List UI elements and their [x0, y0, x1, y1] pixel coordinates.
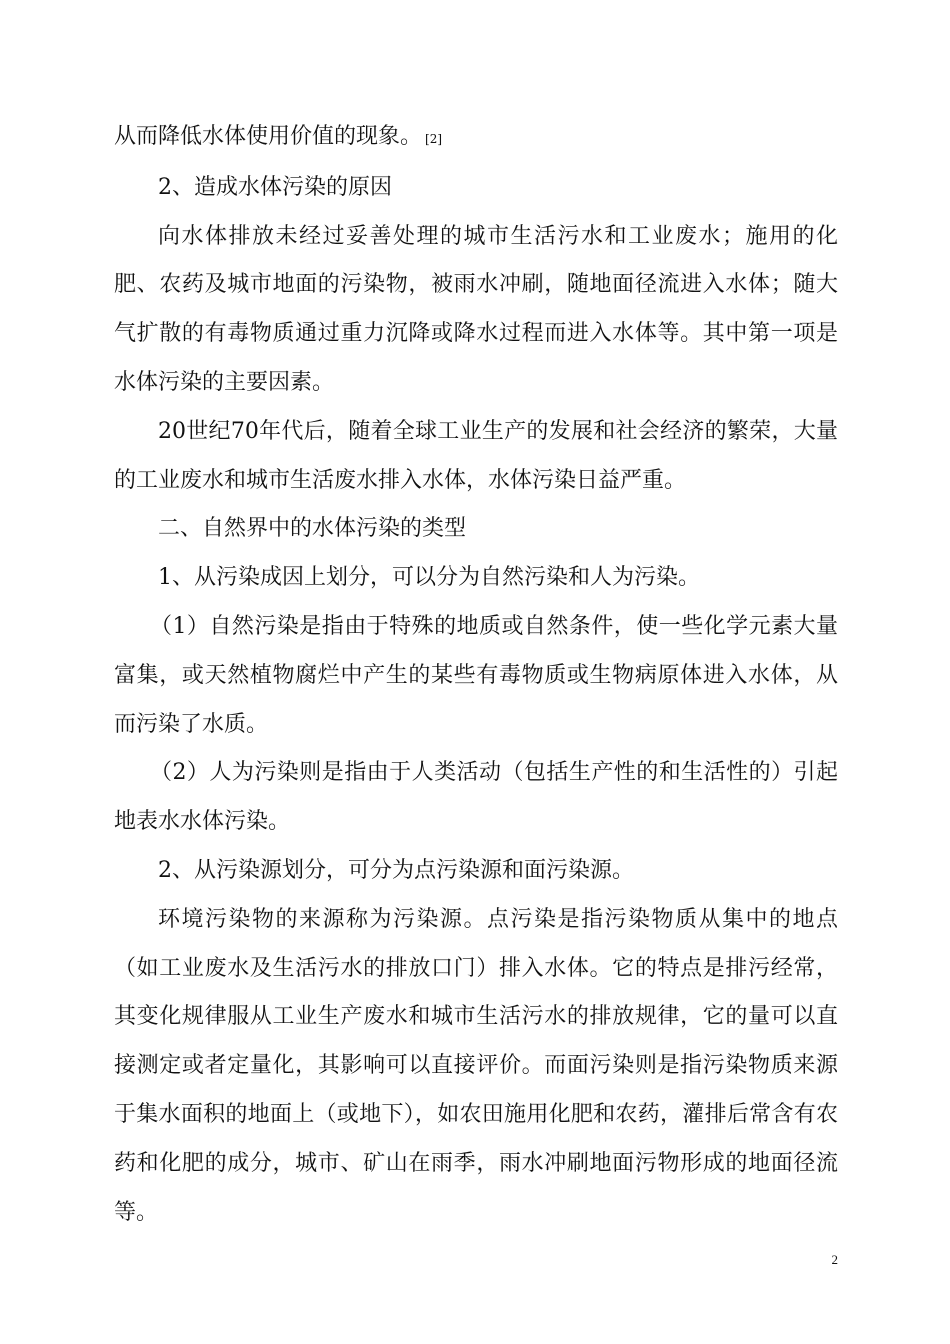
paragraph-4: 20世纪70年代后，随着全球工业生产的发展和社会经济的繁荣，大量的工业废水和城市生活废水排入水体，水体污染日益严重。: [114, 418, 838, 493]
paragraph-natural-pollution: （1）自然污染是指由于特殊的地质或自然条件，使一些化学元素大量富集，或天然植物腐烂中产生的某些有毒物质或生物病原体进入水体，从而污染了水质。: [114, 613, 838, 737]
paragraph-human-pollution: （2）人为污染则是指由于人类活动（包括生产性的和生活性的）引起地表水水体污染。: [114, 760, 838, 835]
citation-reference[interactable]: [2]: [425, 132, 443, 146]
paragraph-3: 向水体排放未经过妥善处理的城市生活污水和工业废水；施用的化肥、农药及城市地面的污染物，被雨水冲刷，随地面径流进入水体；随大气扩散的有毒物质通过重力沉降或降水过程而进入水体等。其中第一项是水体污染的主要因素。: [114, 223, 838, 395]
page-number: 2: [831, 1252, 838, 1267]
paragraph-pollution-sources: 环境污染物的来源称为污染源。点污染是指污染物质从集中的地点（如工业废水及生活污水的排放口门）排入水体。它的特点是排污经常，其变化规律服从工业生产废水和城市生活污水的排放规律，它的量可以直接测定或者定量化，其影响可以直接评价。而面污染则是指污染物质来源于集水面积的地面上（或地下），如农田施用化肥和农药，灌排后常含有农药和化肥的成分，城市、矿山在雨季，雨水冲刷地面污物形成的地面径流等。: [114, 906, 838, 1225]
section-heading-causes: 2、造成水体污染的原因: [158, 174, 392, 200]
paragraph-1-text: 从而降低水体使用价值的现象。: [114, 124, 423, 149]
section-heading-types: 二、自然界中的水体污染的类型: [158, 516, 467, 542]
body-text: [114, 113, 838, 1237]
subheading-by-cause: 1、从污染成因上划分，可以分为自然污染和人为污染。: [158, 565, 700, 591]
subheading-by-source: 2、从污染源划分，可分为点污染源和面污染源。: [158, 857, 634, 883]
paragraph-1: [114, 113, 838, 164]
